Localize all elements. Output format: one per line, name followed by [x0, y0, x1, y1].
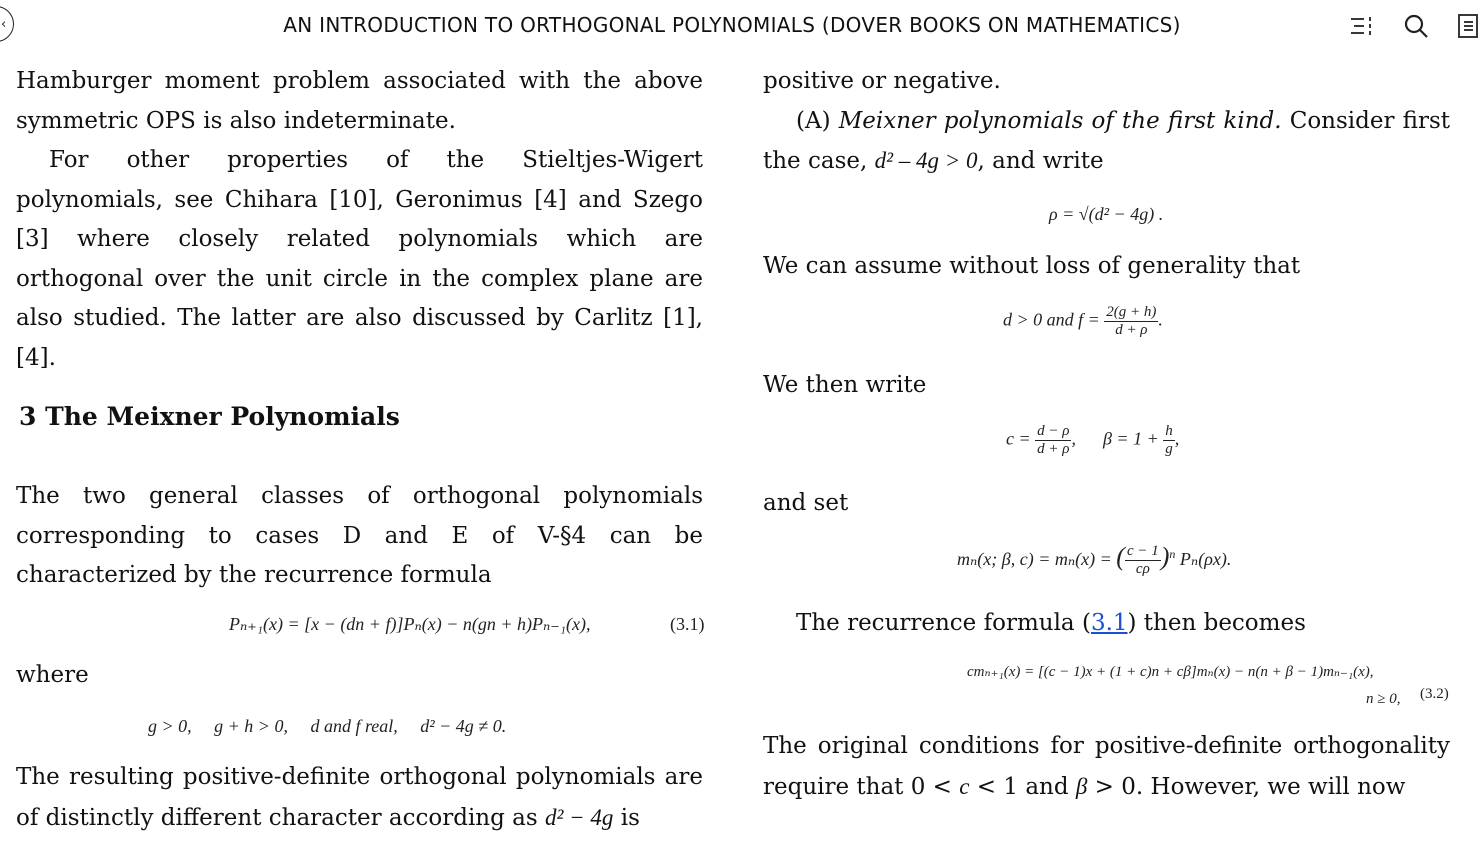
- back-chevron-icon: ‹: [1, 17, 7, 32]
- right-page-column: [763, 62, 1450, 182]
- paragraph: Hamburger moment problem associated with the above symmetric OPS is also indeterminate.: [16, 68, 703, 134]
- equation-3-1: Pₙ₊₁(x) = [x − (dn + f)]Pₙ(x) − n(gn + h)Pₙ₋₁(x),: [229, 614, 591, 634]
- right-paragraph: The recurrence formula (3.1) then becomes: [796, 610, 1306, 636]
- section-heading: 3 The Meixner Polynomials: [19, 402, 400, 431]
- paragraph: The two general classes of orthogonal polynomials corresponding to cases D and E of V-§4 can be characterized by the recurrence formula: [16, 483, 703, 588]
- rho-equation: ρ = √(d² − 4g) .: [1049, 204, 1164, 224]
- m-equation: mₙ(x; β, c) = mₙ(x) = ( $\frac{c - 1}{c\rho}$ )$^n$ Pₙ(ρx).: [957, 542, 1232, 578]
- c-beta-equation: c = $\frac{d - \rho}{d + \rho}$ , β = 1 + $\frac{h}{g}$ ,: [1006, 423, 1180, 457]
- df-equation: d > 0 and f = $\frac{2(g + h)}{d + \rho}$ .: [1003, 304, 1163, 338]
- paragraph: (A) Meixner polynomials of the first kind. Consider first the case, d² – 4g > 0, and write: [763, 107, 1450, 174]
- left-page-column-bottom: [16, 758, 703, 838]
- where-text: where: [16, 662, 89, 688]
- paragraph: For other properties of the Stieltjes-Wigert polynomials, see Chihara [10], Geronimus [4] and Szego [3] where closely related polynomials which are orthogonal over the unit circle in the complex plane are also studied. The latter are also discussed by Carlitz [1], [4].: [16, 147, 703, 371]
- right-paragraph: We can assume without loss of generality that: [763, 253, 1301, 279]
- right-paragraph: The original conditions for positive-definite orthogonality require that 0 < c < 1 and β > 0. However, we will now: [763, 733, 1450, 800]
- search-icon[interactable]: [1403, 13, 1429, 39]
- book-title: AN INTRODUCTION TO ORTHOGONAL POLYNOMIALS (DOVER BOOKS ON MATHEMATICS): [283, 13, 1181, 37]
- equation-number: (3.2): [1420, 686, 1449, 702]
- equation-3-2-condition: n ≥ 0,: [1366, 691, 1401, 707]
- table-of-contents-icon[interactable]: [1349, 13, 1375, 39]
- bookmarks-icon[interactable]: [1456, 13, 1482, 39]
- reader-toolbar: [0, 0, 1482, 54]
- left-page-column: [16, 62, 703, 378]
- right-paragraph: and set: [763, 490, 849, 516]
- right-paragraph: We then write: [763, 372, 927, 398]
- left-page-column-lower: [16, 477, 703, 596]
- paragraph: The resulting positive-definite orthogonal polynomials are of distinctly different character according as d² − 4g is: [16, 764, 703, 831]
- equation-3-2: cmₙ₊₁(x) = [(c − 1)x + (1 + c)n + cβ]mₙ(x) − n(n + β − 1)mₙ₋₁(x),: [967, 664, 1374, 680]
- paragraph: positive or negative.: [763, 68, 1001, 94]
- conditions-equation: g > 0, g + h > 0, d and f real, d² − 4g ≠ 0.: [148, 716, 507, 736]
- equation-reference-link[interactable]: 3.1: [1090, 610, 1128, 636]
- equation-number: (3.1): [670, 614, 705, 634]
